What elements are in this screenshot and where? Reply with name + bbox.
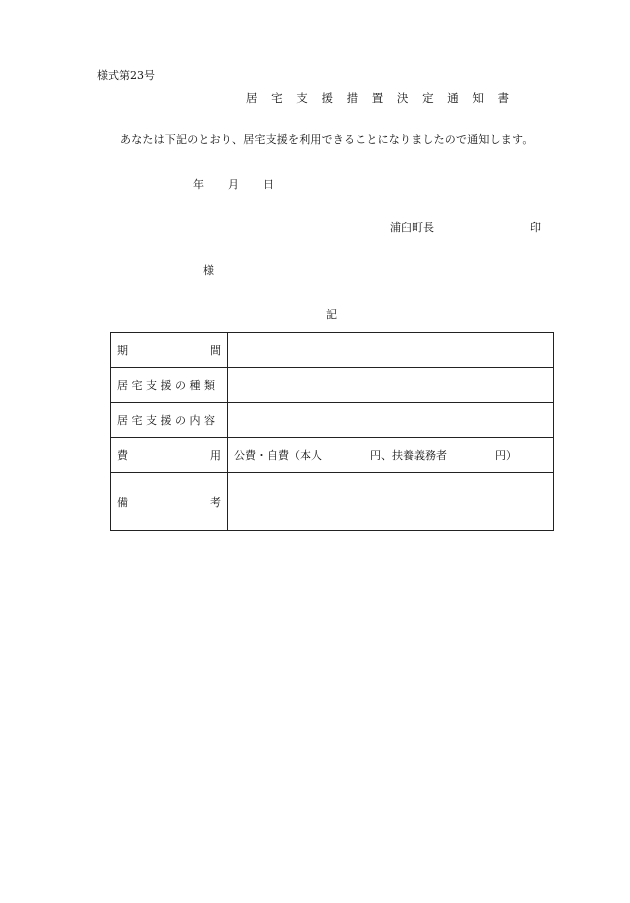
- period-label-b: 間: [210, 344, 221, 357]
- table-row-period: [111, 333, 554, 368]
- record-table: [110, 332, 554, 531]
- date-month-label: 月: [228, 178, 239, 191]
- cost-line: [234, 449, 517, 462]
- period-label-a: 期: [117, 344, 128, 357]
- intro-text: あなたは下記のとおり、居宅支援を利用できることになりましたので通知します。: [120, 133, 534, 146]
- content-label: 居 宅 支 援 の 内 容: [117, 414, 215, 427]
- document-title: 居 宅 支 援 措 置 決 定 通 知 書: [246, 91, 515, 105]
- cost-label-b: 用: [210, 449, 221, 462]
- form-number: 様式第23号: [97, 69, 155, 82]
- cost-value-cell: [228, 438, 554, 473]
- issuer-name: 浦臼町長: [390, 221, 434, 234]
- date-day-label: 日: [263, 178, 274, 191]
- type-label-cell: [111, 368, 228, 403]
- date-year-label: 年: [193, 178, 204, 191]
- cost-label-cell: [111, 438, 228, 473]
- table-row-cost: [111, 438, 554, 473]
- cost-part1: 公費・自費（本人: [234, 449, 322, 462]
- remarks-value-cell: [228, 473, 554, 531]
- seal-mark: 印: [530, 221, 541, 234]
- content-label-cell: [111, 403, 228, 438]
- cost-label-a: 費: [117, 449, 128, 462]
- type-label: 居 宅 支 援 の 種 類: [117, 379, 215, 392]
- table-row-type: [111, 368, 554, 403]
- content-value-cell: [228, 403, 554, 438]
- type-value-cell: [228, 368, 554, 403]
- remarks-label-a: 備: [117, 495, 128, 509]
- remarks-label-cell: [111, 473, 228, 531]
- table-row-remarks: [111, 473, 554, 531]
- addressee-suffix: 様: [203, 264, 214, 277]
- table-row-content: [111, 403, 554, 438]
- period-label-cell: [111, 333, 228, 368]
- cost-part2: 円、扶養義務者: [370, 449, 447, 462]
- remarks-label-b: 考: [210, 495, 221, 509]
- period-value-cell: [228, 333, 554, 368]
- ki-heading: 記: [326, 308, 337, 321]
- cost-part3: 円）: [495, 449, 517, 462]
